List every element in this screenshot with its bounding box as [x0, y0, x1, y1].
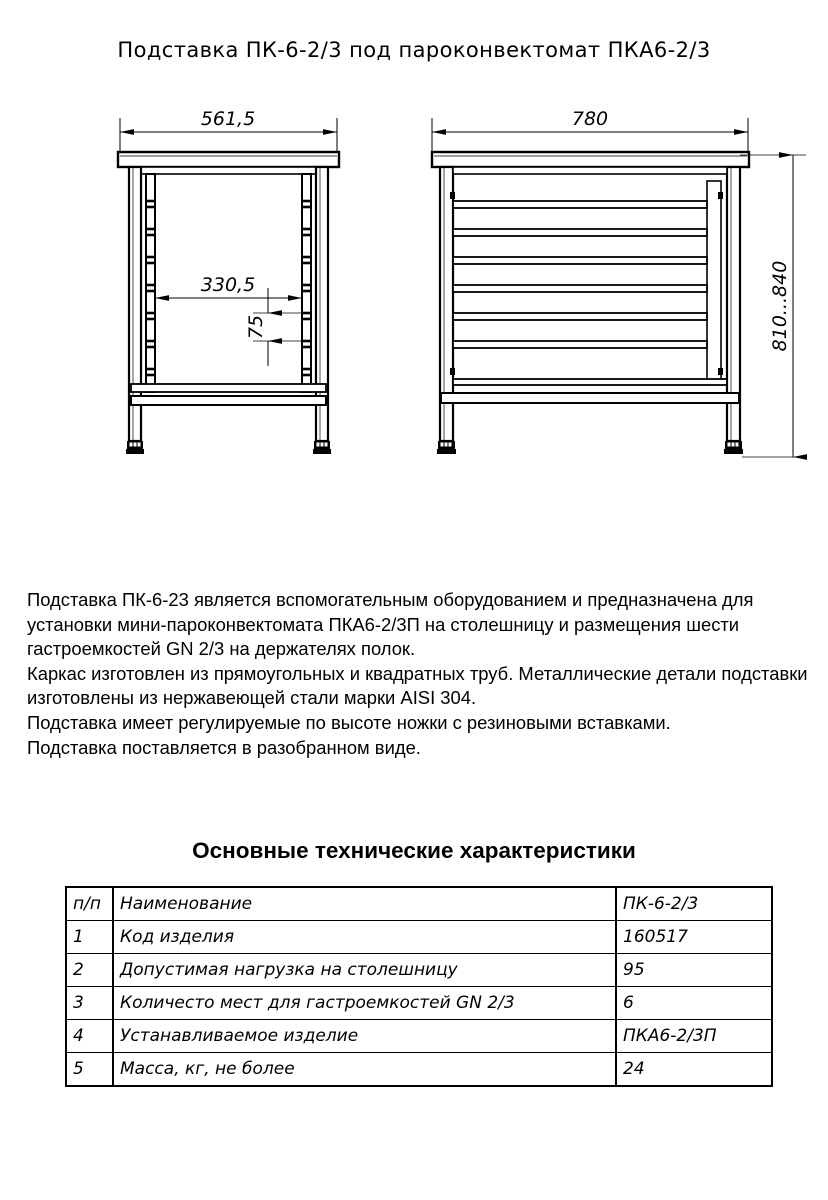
side-view-bottom-rail	[131, 384, 326, 405]
row-name: Код изделия	[113, 921, 616, 954]
dimension-label-overall-height: 810...840	[769, 260, 791, 352]
shelf-rail	[453, 313, 707, 320]
row-value: ПКА6-2/3П	[616, 1020, 772, 1053]
dimension-label-shelf-pitch: 75	[245, 314, 267, 340]
column-header-value: ПК-6-2/3	[616, 887, 772, 921]
shelf-rail	[453, 341, 707, 348]
front-view-group	[432, 108, 806, 457]
row-name: Масса, кг, не более	[113, 1053, 616, 1087]
dimension-shelf-pitch	[245, 288, 302, 366]
specifications-heading: Основные технические характеристики	[192, 838, 636, 863]
row-name: Допустимая нагрузка на столешницу	[113, 954, 616, 987]
specifications-table	[65, 886, 773, 1087]
front-view-foot-left	[437, 441, 456, 454]
row-name: Количесто мест для гастроемкостей GN 2/3	[113, 987, 616, 1020]
front-view-top-rail	[453, 167, 727, 174]
product-description	[27, 588, 817, 760]
table-row	[66, 921, 772, 954]
table-row	[66, 987, 772, 1020]
dimension-label-inner-width: 330,5	[200, 274, 256, 296]
description-paragraph-3: Подставка имеет регулируемые по высоте ножки с резиновыми вставками.	[27, 711, 671, 733]
shelf-rail	[453, 229, 707, 236]
dimension-label-front-width: 780	[571, 108, 609, 130]
side-view-top-rail	[131, 167, 326, 174]
dimension-label-side-width: 561,5	[200, 108, 256, 130]
technical-drawings	[0, 96, 828, 516]
table-row	[66, 1020, 772, 1053]
front-view-shelf-rails	[453, 201, 707, 348]
table-row	[66, 954, 772, 987]
page-title: Подставка ПК-6-2/3 под пароконвектомат ПКА6-2/3	[117, 38, 711, 62]
row-number: 1	[66, 921, 113, 954]
dimension-overall-height	[740, 155, 806, 457]
side-view-foot-left	[126, 441, 144, 454]
side-view-shelf-guide-right	[302, 174, 311, 392]
description-paragraph-1: Подставка ПК-6-23 является вспомогательным оборудованием и предназначена для установки мини-пароконвектомата ПКА6-2/3П на столешницу и размещения шести гастроемкостей GN 2/3 на держателях полок.	[27, 589, 754, 660]
front-view-rear-post	[707, 181, 721, 383]
row-value: 95	[616, 954, 772, 987]
front-view-tabletop	[432, 152, 749, 167]
drawing-canvas	[0, 96, 828, 516]
side-view-shelf-guide-left	[146, 174, 155, 392]
shelf-rail	[453, 257, 707, 264]
shelf-rail	[453, 285, 707, 292]
row-number: 3	[66, 987, 113, 1020]
row-name: Устанавливаемое изделие	[113, 1020, 616, 1053]
table-row	[66, 1053, 772, 1087]
side-view-tabletop	[118, 152, 339, 167]
specifications-table-wrapper	[65, 886, 771, 1087]
column-header-num: п/п	[66, 887, 113, 921]
row-value: 160517	[616, 921, 772, 954]
shelf-rail	[453, 201, 707, 208]
table-header-row	[66, 887, 772, 921]
row-number: 5	[66, 1053, 113, 1087]
row-number: 4	[66, 1020, 113, 1053]
description-paragraph-2: Каркас изготовлен из прямоугольных и квадратных труб. Металлические детали подставки изготовлены из нержавеющей стали марки AISI 304.	[27, 662, 808, 709]
column-header-name: Наименование	[113, 887, 616, 921]
description-paragraph-4: Подставка поставляется в разобранном виде.	[27, 736, 421, 758]
side-view-foot-right	[313, 441, 331, 454]
front-view-bottom-rail	[441, 379, 739, 403]
row-value: 6	[616, 987, 772, 1020]
row-number: 2	[66, 954, 113, 987]
side-view-group	[118, 108, 339, 454]
front-view-foot-right	[724, 441, 743, 454]
row-value: 24	[616, 1053, 772, 1087]
